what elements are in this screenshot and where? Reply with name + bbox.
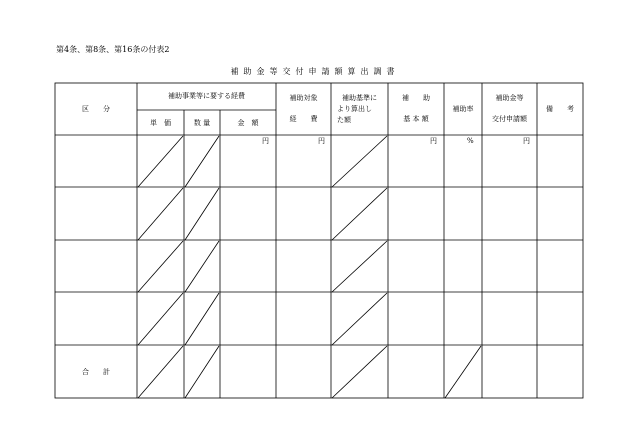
col-header-base-line1: 補 助 [402,94,430,102]
col-header-grant-line1: 補助金等 [495,94,524,102]
diagonal-basis-5 [332,346,387,398]
col-header-rate: 補助率 [452,105,474,113]
unit-yen-base: 円 [430,137,437,145]
col-header-kubun: 区 分 [82,105,110,113]
diagonal-unit-price-2 [138,188,183,240]
total-row-label: 合 計 [82,368,110,376]
unit-yen-grant: 円 [523,137,530,145]
diagonal-quantity-2 [185,188,219,240]
unit-percent-rate: % [467,137,474,145]
diagonal-unit-price-4 [138,293,183,345]
col-header-cost-group: 補助事業等に要する経費 [168,92,245,100]
col-header-basis-line1: 補助基準に [342,94,377,102]
diagonal-basis-4 [332,293,387,345]
diagonal-unit-price-1 [138,136,183,187]
col-header-quantity: 数 量 [193,119,211,127]
col-header-grant-line2: 交付申請額 [492,115,527,123]
col-header-basis-line2: より算出し [337,105,372,113]
diagonal-quantity-5 [185,346,219,398]
diagonal-quantity-1 [185,136,219,187]
col-header-amount: 金 額 [237,119,259,127]
col-header-unit-price: 単 価 [150,119,171,127]
unit-yen-target: 円 [318,137,325,145]
col-header-base-line2: 基 本 額 [403,115,429,123]
col-header-remarks: 備 考 [546,105,574,113]
diagonal-basis-2 [332,188,387,240]
col-header-target-line1: 補助対象 [289,94,318,102]
diagonal-basis-1 [332,136,387,187]
form-reference: 第4条、第8条、第16条の付表2 [56,45,170,54]
diagonal-quantity-4 [185,293,219,345]
col-header-target-line2: 経 費 [289,115,318,123]
table-border [55,83,583,398]
form-title: 補助金等交付申請額算出調書 [230,67,400,76]
diagonal-unit-price-5 [138,346,183,398]
diagonal-rate-total [445,346,481,398]
diagonal-quantity-3 [185,241,219,292]
unit-yen-amount: 円 [262,137,269,145]
diagonal-basis-3 [332,241,387,292]
diagonal-unit-price-3 [138,241,183,292]
col-header-basis-line3: た額 [337,116,351,124]
